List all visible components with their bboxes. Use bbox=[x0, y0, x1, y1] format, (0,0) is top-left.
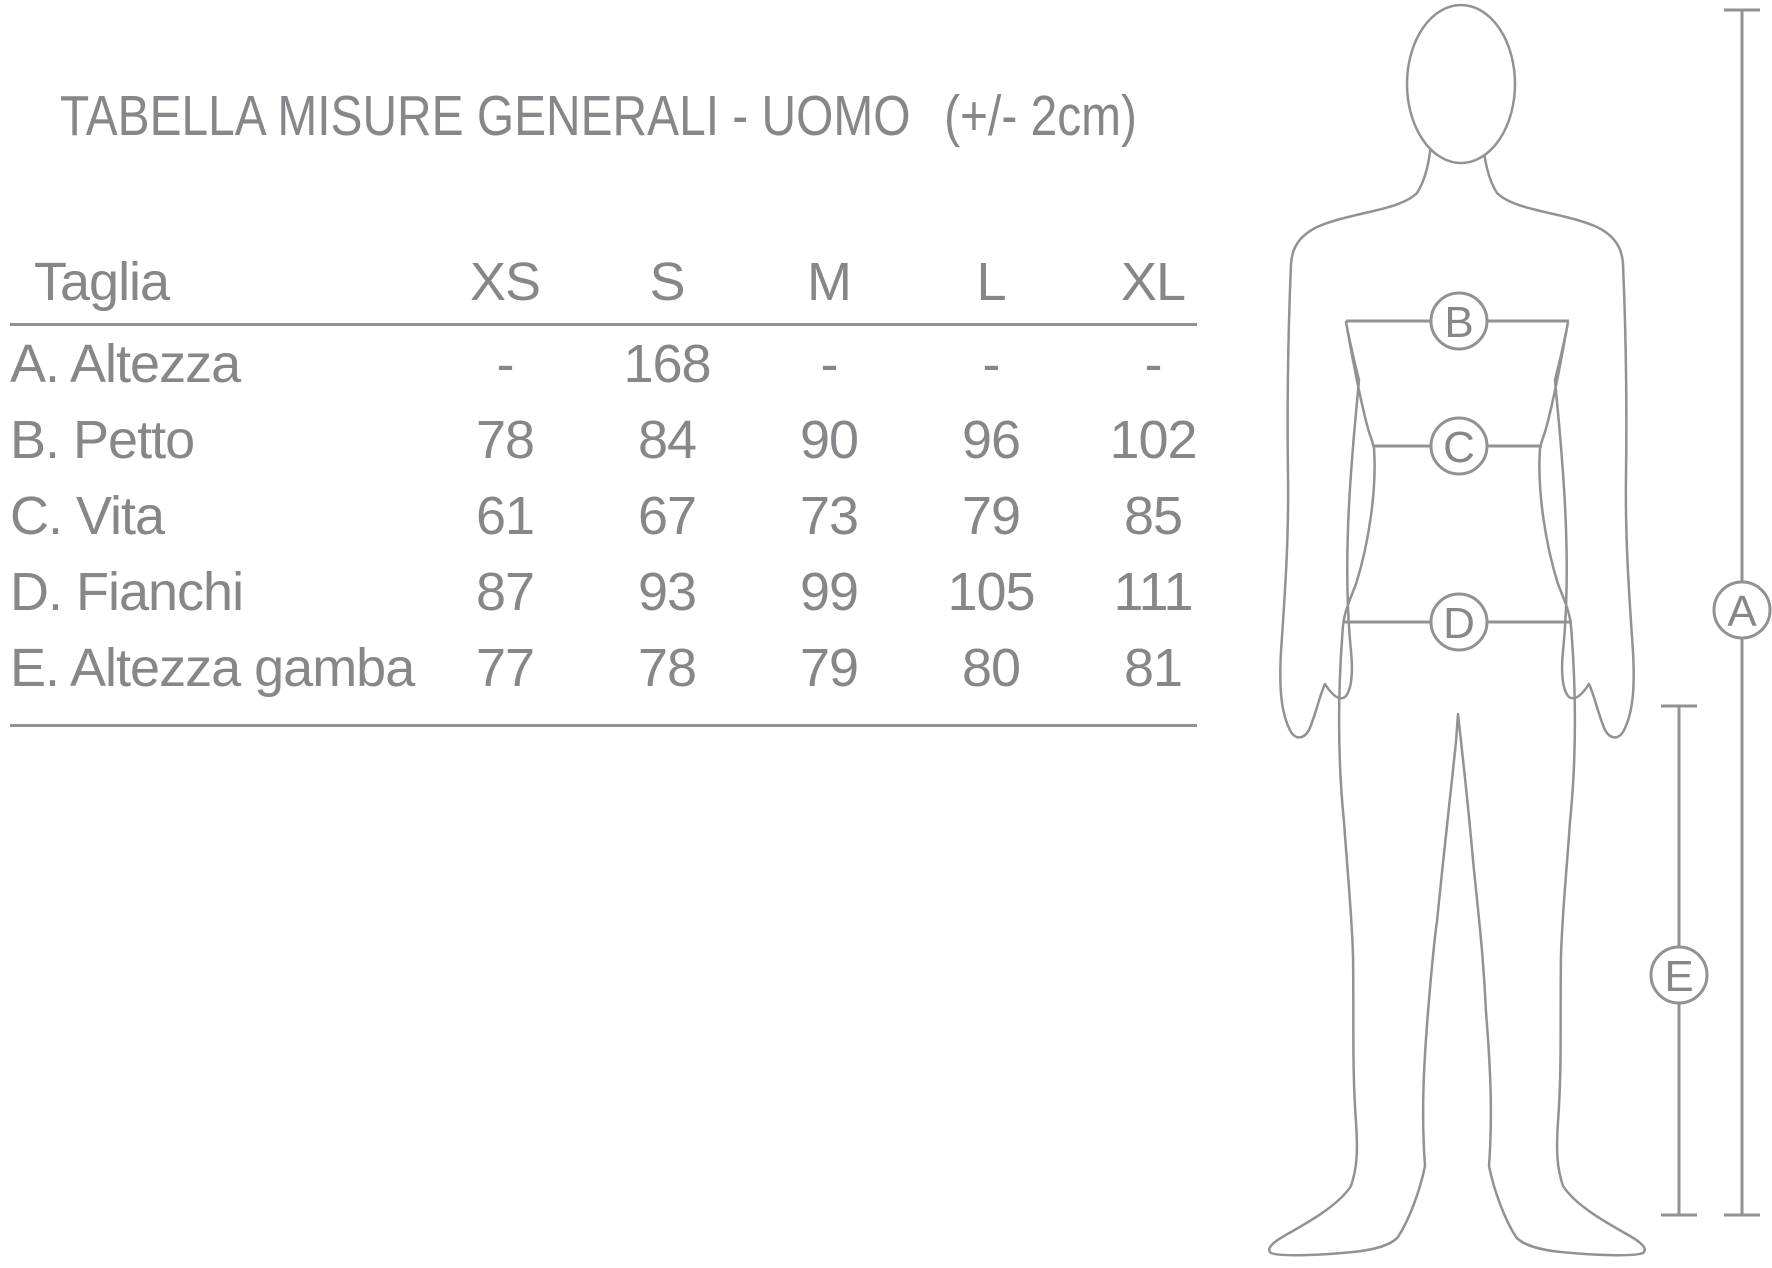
measurement-value: 105 bbox=[947, 562, 1035, 622]
marker-hips-letter: D bbox=[1443, 599, 1475, 648]
measurement-value: - bbox=[820, 334, 838, 394]
row-label: C. Vita bbox=[10, 486, 165, 546]
marker-height bbox=[1714, 582, 1770, 638]
measurement-value: - bbox=[982, 334, 1000, 394]
measurement-value: 93 bbox=[637, 562, 697, 622]
column-header-taglia: Taglia bbox=[34, 252, 170, 312]
measurement-value: 102 bbox=[1109, 410, 1197, 470]
measurement-value: - bbox=[1144, 334, 1162, 394]
column-header-l: L bbox=[976, 252, 1006, 312]
marker-waist bbox=[1431, 418, 1487, 474]
measurement-value: 90 bbox=[799, 410, 859, 470]
measurement-value: 96 bbox=[961, 410, 1021, 470]
marker-chest-letter: B bbox=[1444, 298, 1474, 347]
measurement-value: - bbox=[496, 334, 514, 394]
column-header-xs: XS bbox=[469, 252, 541, 312]
measurement-value: 78 bbox=[637, 638, 697, 698]
measurement-value: 81 bbox=[1123, 638, 1183, 698]
marker-height-letter: A bbox=[1727, 587, 1757, 636]
marker-leg bbox=[1651, 947, 1707, 1003]
measurement-value: 79 bbox=[799, 638, 859, 698]
page-title-text: TABELLA MISURE GENERALI - UOMO bbox=[60, 84, 911, 148]
measurement-value: 85 bbox=[1123, 486, 1183, 546]
measurement-value: 111 bbox=[1113, 562, 1193, 622]
head-outline bbox=[1407, 5, 1515, 163]
column-header-xl: XL bbox=[1120, 252, 1186, 312]
measurement-value: 73 bbox=[799, 486, 859, 546]
row-label: B. Petto bbox=[10, 410, 195, 470]
measurement-value: 99 bbox=[799, 562, 859, 622]
measurement-value: 80 bbox=[961, 638, 1021, 698]
row-label: D. Fianchi bbox=[10, 562, 244, 622]
marker-hips bbox=[1431, 594, 1487, 650]
measurement-value: 87 bbox=[475, 562, 535, 622]
measurement-value: 67 bbox=[637, 486, 697, 546]
column-header-m: M bbox=[807, 252, 851, 312]
measurement-value: 61 bbox=[475, 486, 535, 546]
measurement-value: 84 bbox=[637, 410, 697, 470]
measurement-value: 168 bbox=[623, 334, 711, 394]
marker-waist-letter: C bbox=[1443, 423, 1475, 472]
measurement-value: 77 bbox=[475, 638, 535, 698]
measurement-value: 79 bbox=[961, 486, 1021, 546]
row-label: E. Altezza gamba bbox=[10, 638, 415, 698]
marker-leg-letter: E bbox=[1664, 952, 1694, 1001]
column-header-s: S bbox=[649, 252, 685, 312]
row-label: A. Altezza bbox=[10, 334, 241, 394]
measurement-value: 78 bbox=[475, 410, 535, 470]
tolerance-note: (+/- 2cm) bbox=[944, 84, 1137, 148]
marker-chest bbox=[1431, 293, 1487, 349]
